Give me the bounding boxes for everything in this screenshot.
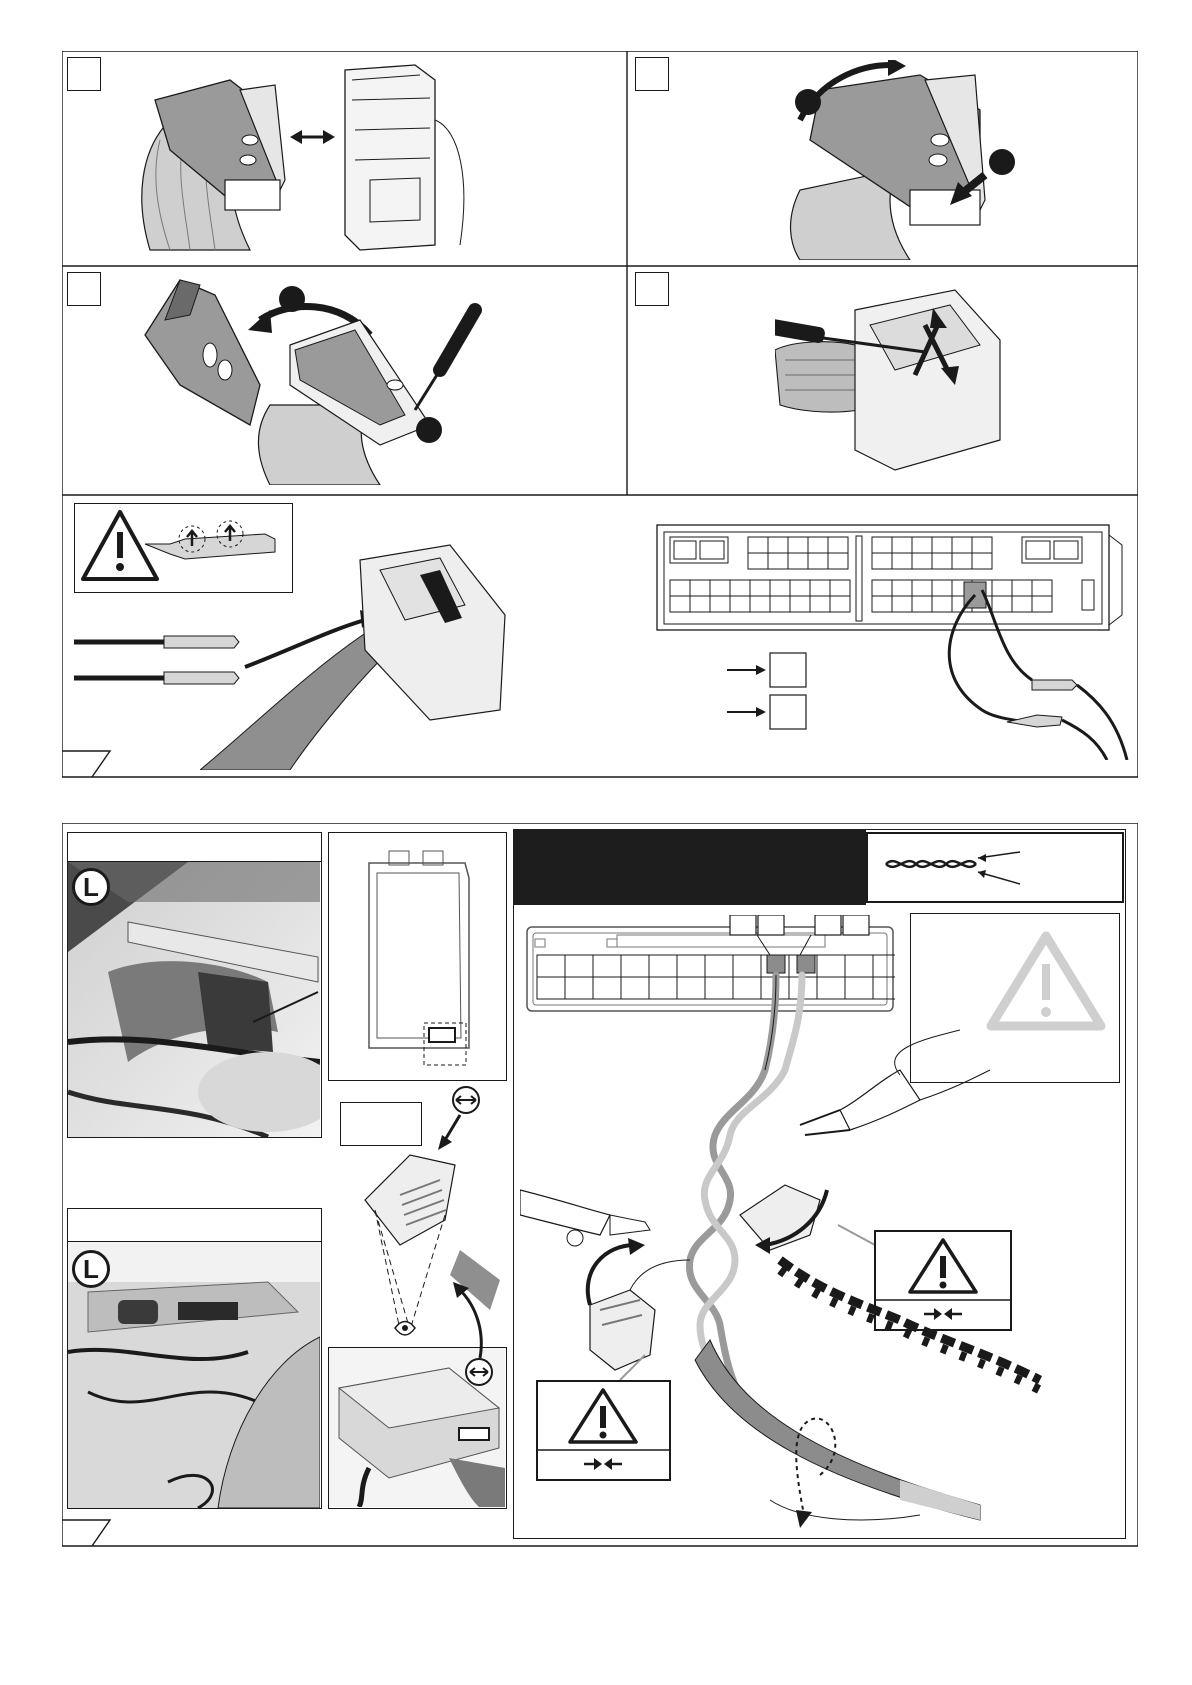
photo-upper-caption-bar [68,833,321,862]
photo-lower-frame [67,1208,322,1509]
photo-lower-caption-bar [68,1209,321,1242]
step-box-4 [635,272,669,306]
connector-unplug-illustration [130,60,510,255]
step-box-3 [67,272,101,306]
warn-crimp-right [874,1230,1012,1331]
photo-lower-image [68,1242,320,1508]
photo-upper-image [68,862,320,1137]
connector-latch-release-illustration [780,60,1030,260]
side-badge-upper: L [72,868,110,906]
header-dark-bar [513,829,866,905]
swap-icon-lower [464,1357,494,1387]
terminal-lock-release-illustration [775,280,1015,480]
twisted-pair-legend-box [866,832,1124,903]
connector-face-diagram [652,520,1132,760]
module-outline-frame [328,832,507,1081]
connector-cover-removal-illustration [140,275,520,485]
step-box-2 [635,57,669,91]
step-box-1 [67,57,101,91]
side-badge-lower: L [72,1250,110,1288]
twisted-wire-icon [868,834,1122,901]
warn-crimp-left [536,1380,671,1481]
curved-arrow-up [445,1280,495,1360]
terminal-insertion-illustration [200,540,520,770]
